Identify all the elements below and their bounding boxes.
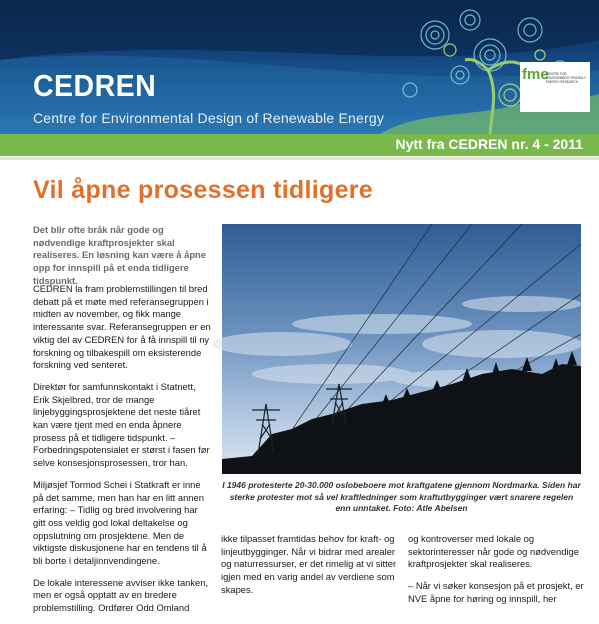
fme-logo-text: CENTRE FOR ENVIRONMENT-FRIENDLY ENERGY RESEARCH: [546, 72, 586, 84]
strip-divider: [0, 157, 599, 160]
paragraph: og kontroverser med lokale og sektorinteresser når gode og nødvendige kraftprosjekter skal realiseres.: [408, 533, 579, 570]
paragraph: – Når vi søker konsesjon på et prosjekt, er NVE åpne for høring og innspill, her: [408, 580, 584, 604]
article-headline: Vil åpne prosessen tidligere: [33, 176, 374, 204]
paragraph: ikke tilpasset framtidas behov for kraft- og linjeutbygginger. Når vi bidrar med arealer og naturressurser, er det rimelig at vi sitter igjen med en varig andel av verdiene som skapes.: [221, 533, 397, 595]
article-photo: [222, 224, 581, 474]
powerline-photo-image: [222, 224, 581, 474]
header-banner: [0, 0, 599, 134]
fme-logo-letters: fme: [522, 66, 549, 83]
brand-name: CEDREN: [33, 68, 157, 103]
paragraph: Miljøsjef Tormod Schei i Statkraft er inne på det samme, men han har en litt annen erfaring: – Tidlig og bred involvering har gitt oss veldig god lokal deltakelse og oppslutning om prosjektene. Men de viktigste diskusjonene har en tendens til å bli borte i detaljinnvendingene.: [33, 478, 207, 567]
article-column-2: [221, 533, 399, 606]
article-column-3: [408, 533, 586, 615]
photo-caption: I 1946 protesterte 20-30.000 oslobeboere mot kraftgatene gjennom Nordmarka. Siden har sterke protester mot så vel kraftledninger som kraftutbygginger vært snarere regelen enn unntaket. Foto: Atle Abelsen: [222, 480, 581, 513]
paragraph: CEDREN la fram problemstillingen til bred debatt på et møte med referansegruppen i midten av november, og fikk mange interessante svar. Referansegruppen er en viktig del av CEDREN for å få innspill til ny forskning og tilbakespill om eksisterende forskning ved senteret.: [33, 283, 211, 371]
brand-subtitle: Centre for Environmental Design of Renewable Energy: [33, 110, 385, 126]
paragraph: Direktør for samfunnskontakt i Statnett, Erik Skjelbred, tror de mange linjebyggingsprosjektene det neste tiåret kan være tjent med en enda åpnere prosess på et tidligere tidspunkt. – Forbedringspotensialet er størst i fasen før selve konsesjonsprosessen, tror han.: [33, 380, 210, 469]
issue-strip: [0, 134, 599, 156]
issue-label: Nytt fra CEDREN nr. 4 - 2011: [395, 136, 583, 152]
article-ingress: Det blir ofte bråk når gode og nødvendige kraftprosjekter skal realiseres. En løsning kan være å åpne opp for innspill på et enda tidligere tidspunkt.: [33, 224, 206, 286]
paragraph: De lokale interessene avviser ikke tanken, men er også opptatt av en bredere problemstilling. Ordfører Odd Omland: [33, 576, 209, 614]
article-column-1: [33, 283, 211, 624]
fme-logo: [520, 62, 590, 112]
